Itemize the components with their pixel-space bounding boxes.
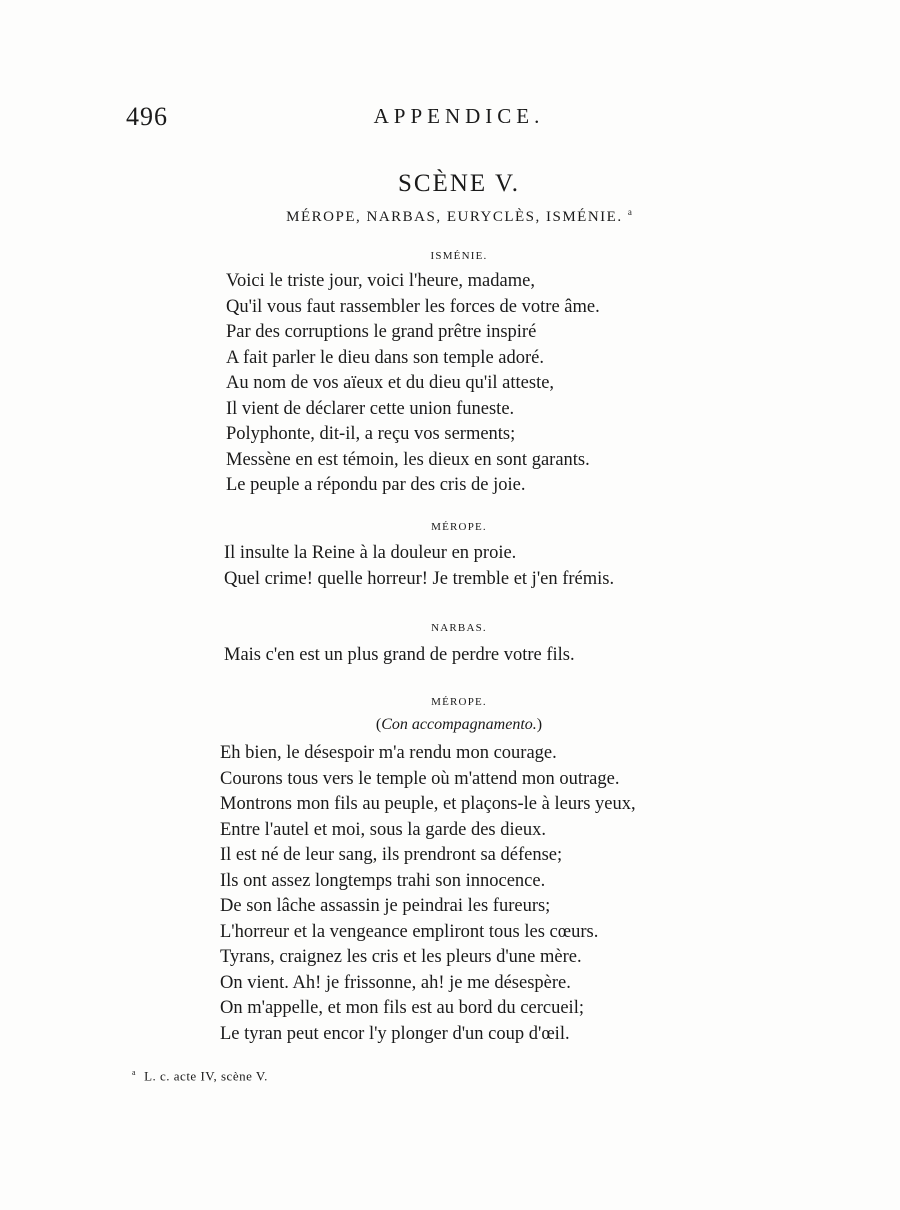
verse-line: Qu'il vous faut rassembler les forces de votre âme.	[226, 296, 600, 317]
characters-list: MÉROPE, NARBAS, EURYCLÈS, ISMÉNIE.	[286, 209, 623, 225]
verse-line: Voici le triste jour, voici l'heure, madame,	[226, 271, 535, 291]
verse-line: Il insulte la Reine à la douleur en proie.	[224, 543, 517, 563]
speaker-name: NARBAS.	[431, 622, 487, 634]
footnote-text: L. c. acte IV, scène V.	[144, 1068, 268, 1084]
stage-direction: (Con accompagnamento.)	[375, 716, 543, 733]
verse-line: Quel crime! quelle horreur! Je tremble et j'en frémis.	[224, 568, 615, 589]
speaker-name: MÉROPE.	[431, 696, 487, 708]
verse-line: Par des corruptions le grand prêtre inspiré	[226, 322, 537, 342]
page-number: 496	[126, 102, 168, 131]
verse-line: Courons tous vers le temple où m'attend mon outrage.	[220, 768, 620, 789]
verse-line: Le peuple a répondu par des cris de joie.	[226, 475, 526, 495]
verse-line: Tyrans, craignez les cris et les pleurs d'une mère.	[220, 947, 582, 967]
footnote-marker: a	[132, 1068, 137, 1077]
verse-line: Eh bien, le désespoir m'a rendu mon courage.	[220, 743, 557, 763]
verse-line: De son lâche assassin je peindrai les fureurs;	[220, 896, 551, 916]
footnote-marker: a	[627, 207, 632, 217]
verse-line: Montrons mon fils au peuple, et plaçons-le à leurs yeux,	[220, 794, 636, 814]
scene-title: SCÈNE V.	[397, 170, 521, 197]
verse-line: Ils ont assez longtemps trahi son innocence.	[220, 870, 546, 891]
verse-line: Polyphonte, dit-il, a reçu vos serments;	[226, 424, 516, 444]
verse-line: Il vient de déclarer cette union funeste.	[226, 398, 515, 419]
verse-line: Mais c'en est un plus grand de perdre votre fils.	[224, 645, 575, 665]
footnote	[132, 1068, 268, 1084]
verse-block	[220, 741, 636, 1047]
running-head: APPENDICE.	[373, 104, 545, 128]
verse-block	[226, 269, 600, 499]
verse-block	[224, 643, 575, 669]
verse-block	[224, 541, 614, 592]
verse-line: On vient. Ah! je frissonne, ah! je me désespère.	[220, 972, 571, 993]
stage-direction-text: Con accompagnamento.	[381, 716, 537, 733]
scene-characters	[0, 207, 900, 226]
verse-line: Il est né de leur sang, ils prendront sa défense;	[220, 845, 563, 865]
verse-line: Au nom de vos aïeux et du dieu qu'il atteste,	[226, 373, 555, 393]
verse-line: L'horreur et la vengeance empliront tous les cœurs.	[220, 921, 599, 942]
verse-line: Messène en est témoin, les dieux en sont garants.	[226, 449, 590, 470]
speaker-name: MÉROPE.	[431, 521, 487, 533]
verse-line: Le tyran peut encor l'y plonger d'un coup d'œil.	[220, 1023, 570, 1044]
speaker-name: ISMÉNIE.	[430, 250, 488, 262]
verse-line: Entre l'autel et moi, sous la garde des dieux.	[220, 819, 546, 840]
verse-line: A fait parler le dieu dans son temple adoré.	[226, 347, 544, 368]
verse-line: On m'appelle, et mon fils est au bord du cercueil;	[220, 998, 584, 1018]
